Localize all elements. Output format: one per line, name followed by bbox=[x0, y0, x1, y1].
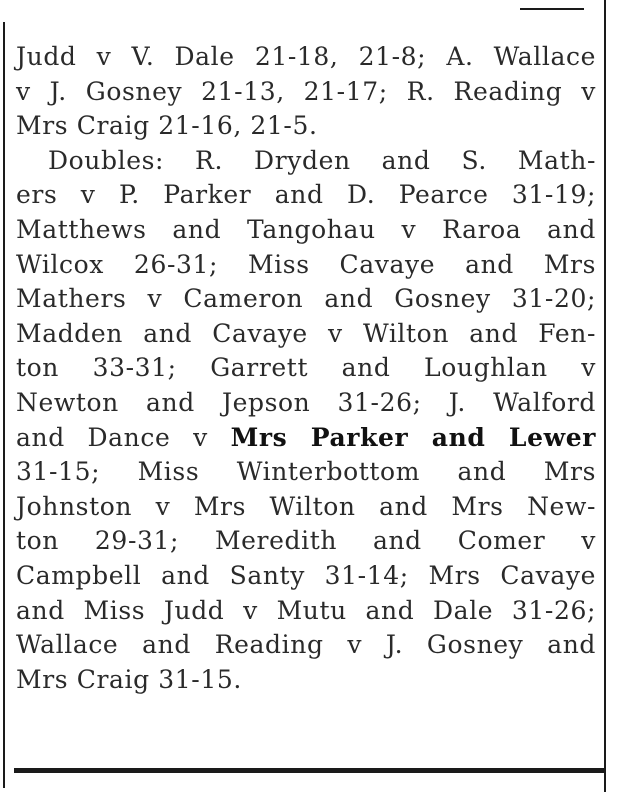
text-line: Wallace and Reading v J. Gosney and bbox=[16, 630, 596, 660]
paragraph-singles-results bbox=[16, 40, 596, 144]
text-line: Judd v V. Dale 21-18, 21-8; A. Wallace bbox=[16, 42, 596, 71]
top-rule bbox=[520, 8, 584, 10]
text-line: Mrs Craig 31-15. bbox=[16, 664, 242, 694]
text-line: Madden and Cavaye v Wilton and Fen- bbox=[16, 318, 596, 348]
text-line: ton 29-31; Meredith and Comer v bbox=[16, 526, 596, 556]
article-body bbox=[16, 40, 596, 697]
text-segment: and Dance v bbox=[16, 422, 208, 452]
text-line: Mrs Craig 21-16, 21-5. bbox=[16, 111, 318, 141]
right-column-rule bbox=[604, 0, 606, 792]
text-line-with-bold bbox=[16, 421, 596, 456]
left-column-rule bbox=[3, 22, 5, 788]
text-line: Doubles: R. Dryden and S. Math- bbox=[48, 145, 596, 175]
text-line: Newton and Jepson 31-26; J. Walford bbox=[16, 387, 596, 417]
text-line: Wilcox 26-31; Miss Cavaye and Mrs bbox=[16, 249, 596, 279]
text-line: Johnston v Mrs Wilton and Mrs New- bbox=[16, 491, 596, 521]
text-line: and Miss Judd v Mutu and Dale 31-26; bbox=[16, 595, 596, 625]
text-line: v J. Gosney 21-13, 21-17; R. Reading v bbox=[16, 76, 596, 106]
text-line: Matthews and Tangohau v Raroa and bbox=[16, 214, 596, 244]
text-line: ers v P. Parker and D. Pearce 31-19; bbox=[16, 180, 596, 210]
text-line: 31-15; Miss Winterbottom and Mrs bbox=[16, 457, 596, 487]
text-line: ton 33-31; Garrett and Loughlan v bbox=[16, 353, 596, 383]
paragraph-doubles-results bbox=[16, 144, 596, 698]
bottom-rule bbox=[14, 768, 604, 773]
bold-text-run: Mrs Parker and Lewer bbox=[230, 422, 596, 452]
text-line: Mathers v Cameron and Gosney 31-20; bbox=[16, 284, 596, 314]
text-line: Campbell and Santy 31-14; Mrs Cavaye bbox=[16, 560, 596, 590]
